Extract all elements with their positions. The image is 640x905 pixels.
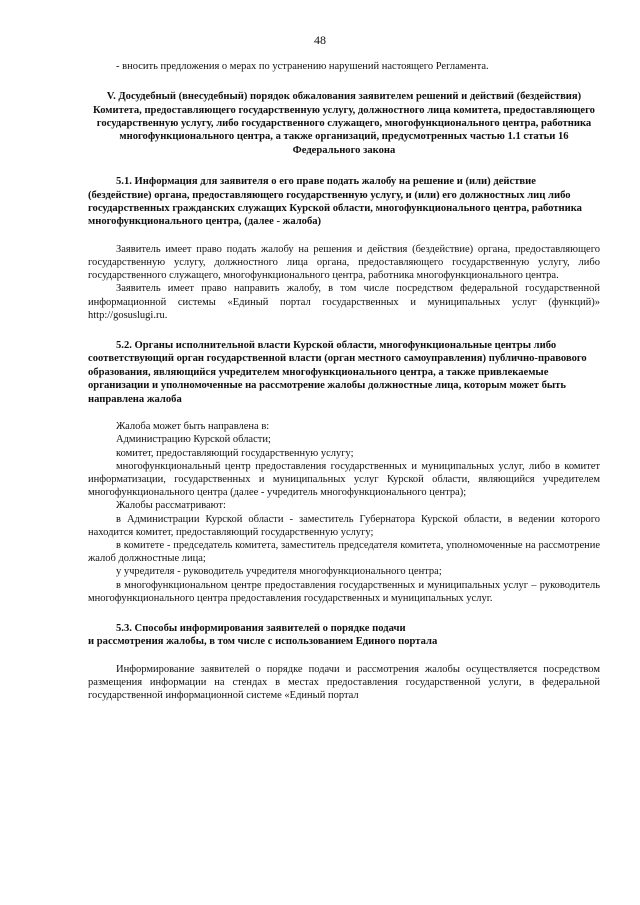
paragraph: Жалоба может быть направлена в: (116, 421, 270, 433)
paragraph: многофункциональный центр предоставления государственных и муниципальных услуг, либо в комитет информатизации, государственных и муниципальных услуг Курской области, являющийся учредителем многофункционального центра (далее - учредитель многофункционального центра); (88, 460, 600, 499)
paragraph: у учредителя - руководитель учредителя многофункционального центра; (116, 566, 442, 578)
paragraph: комитет, предоставляющий государственную услугу; (116, 447, 354, 459)
paragraph: Жалобы рассматривают: (116, 500, 226, 512)
paragraph: в комитете - председатель комитета, заместитель председателя комитета, уполномоченные на рассмотрение жалоб должностные лица; (88, 539, 600, 565)
subsection-5-1-body (88, 243, 600, 322)
subsection-5-3-title-line-2: и рассмотрения жалобы, в том числе с использованием Единого портала (88, 636, 438, 648)
subsection-5-3-title-line-1: 5.3. Способы информирования заявителей о порядке подачи (116, 622, 406, 634)
paragraph: в Администрации Курской области - заместитель Губернатора Курской области, в ведении которого находится комитет, предоставляющий государственную услугу; (88, 513, 600, 538)
subsection-5-3-body (88, 663, 600, 703)
lead-line: - вносить предложения о мерах по устранению нарушений настоящего Регламента. (116, 61, 489, 72)
subsection-5-3-title (88, 622, 600, 649)
subsection-5-1-title: 5.1. Информация для заявителя о его праве подать жалобу на решение и (или) действие (бездействие) органа, предоставляющего государственную услугу, и (или) его должностных лиц либо государственных гражданских служащих Курской области, многофункционального центра, работника многофункционального центра, (далее - жалоба) (88, 176, 582, 228)
page-content (88, 60, 600, 716)
paragraph: Заявитель имеет право направить жалобу, в том числе посредством федеральной государственной информационной системы «Единый портал государственных и муниципальных услуг (функций)» http://gosuslugi.ru. (88, 283, 600, 321)
paragraph: Информирование заявителей о порядке подачи и рассмотрения жалобы осуществляется посредством размещения информации на стендах в местах предоставления государственной услуги, в федеральной государственной информационной системе «Единый портал (88, 663, 600, 702)
subsection-5-2-title: 5.2. Органы исполнительной власти Курской области, многофункциональные центры либо соответствующий орган государственной власти (орган местного самоуправления) публично-правового образования, являющийся учредителем многофункционального центра, а также привлекаемые организации и уполномоченные на рассмотрение жалобы должностные лица, которым может быть направлена жалоба (88, 340, 587, 405)
page-number: 48 (314, 33, 326, 47)
subsection-5-2-body (88, 420, 600, 605)
paragraph: Заявитель имеет право подать жалобу на решения и действия (бездействие) органа, предоставляющего государственную услугу, должностного лица органа, предоставляющего государственную услугу, либо государственного служащего, многофункционального центра, работника многофункционального центра. (88, 243, 600, 282)
paragraph: Администрацию Курской области; (116, 434, 271, 446)
paragraph: в многофункциональном центре предоставления государственных и муниципальных услуг – руководитель многофункционального центра предоставления государственных и муниципальных услуг. (88, 579, 600, 604)
section-v-title: V. Досудебный (внесудебный) порядок обжалования заявителем решений и действий (бездействия) Комитета, предоставляющего государственную услугу, должностного лица комитета, предоставляющего государственную услугу, либо государственного служащего, многофункционального центра, работника многофункционального центра, а также организаций, предусмотренных частью 1.1 статьи 16 Федерального закона (93, 91, 595, 156)
